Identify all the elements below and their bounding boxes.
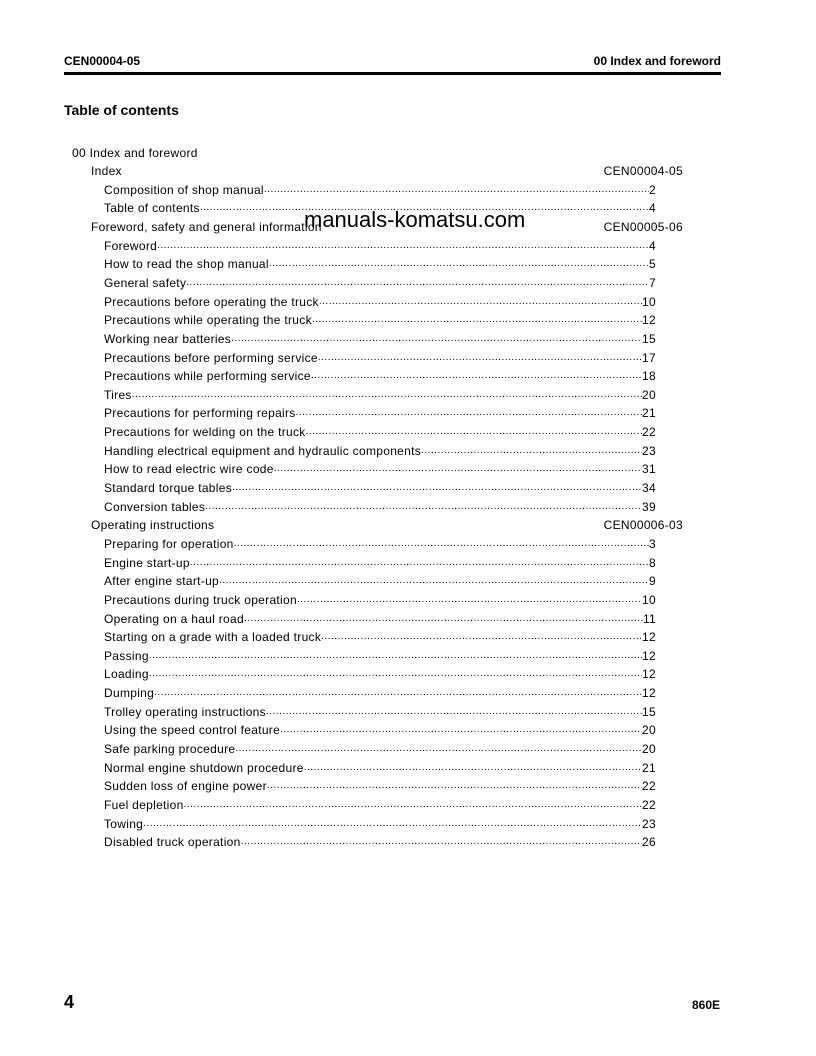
dot-leader (297, 591, 642, 610)
toc-entry[interactable] (0, 684, 816, 703)
toc-page-number: 15 (642, 331, 656, 346)
toc-label: Precautions during truck operation (104, 592, 297, 607)
toc-entry[interactable] (0, 386, 816, 405)
toc-entry[interactable] (0, 460, 816, 479)
toc-label: Precautions before operating the truck (104, 294, 319, 309)
dot-leader (264, 181, 649, 200)
toc-page-number: 39 (642, 499, 656, 514)
toc-entry[interactable] (0, 349, 816, 368)
toc-page-number: 4 (649, 201, 656, 216)
toc-entry-line (104, 535, 656, 554)
toc-page-number: 12 (642, 648, 656, 663)
toc-entry[interactable] (0, 442, 816, 461)
toc-entry-line (104, 665, 656, 684)
toc-entry[interactable] (0, 479, 816, 498)
toc-doc-code: CEN00006-03 (603, 518, 683, 533)
toc-entry-line (104, 423, 656, 442)
toc-entry-line (104, 498, 656, 517)
toc-page-number: 9 (649, 574, 656, 589)
toc-entry-line (104, 796, 656, 815)
dot-leader (219, 572, 649, 591)
dot-leader (306, 423, 642, 442)
toc-entry[interactable] (0, 759, 816, 778)
toc-label: General safety (104, 275, 187, 290)
dot-leader (132, 386, 642, 405)
dot-leader (186, 274, 649, 293)
toc-label: Operating on a haul road (104, 611, 244, 626)
toc-page-number: 2 (649, 182, 656, 197)
dot-leader (280, 721, 642, 740)
toc-label: After engine start-up (104, 574, 220, 589)
toc-entry-line (104, 237, 656, 256)
toc-entry-line (104, 386, 656, 405)
toc-page-number: 12 (642, 313, 656, 328)
toc-page-number: 12 (642, 630, 656, 645)
toc-entry-line (104, 703, 656, 722)
dot-leader (304, 759, 642, 778)
toc-label: Safe parking procedure (104, 742, 236, 756)
toc-entry[interactable] (0, 628, 816, 647)
toc-entry-line (104, 684, 656, 703)
toc-label: Foreword (104, 238, 158, 253)
toc-label: Precautions for performing repairs (104, 406, 296, 421)
toc-label: Precautions while operating the truck (104, 313, 312, 328)
toc-entry-line (104, 367, 656, 386)
toc-page-number: 12 (642, 667, 656, 682)
toc-entry[interactable] (0, 404, 816, 423)
toc-entry-line (104, 293, 656, 312)
toc-page-number: 7 (649, 275, 656, 290)
toc-entry[interactable] (0, 703, 816, 722)
toc-label: Disabled truck operation (104, 835, 241, 850)
toc-entry-line (104, 591, 656, 610)
dot-leader (241, 833, 642, 852)
toc-page-number: 23 (642, 816, 656, 831)
dot-leader (296, 404, 642, 423)
toc-entry-line (104, 460, 656, 479)
toc-label: Table of contents (104, 201, 200, 216)
toc-page-number: 34 (642, 481, 656, 496)
toc-page-number: 11 (642, 611, 656, 626)
toc-entry-line (104, 274, 656, 293)
toc-entry[interactable] (0, 255, 816, 274)
dot-leader (157, 237, 649, 256)
page-title: Table of contents (64, 102, 179, 118)
watermark: manuals-komatsu.com (304, 207, 526, 232)
dot-leader (269, 255, 649, 274)
toc-page-number: 20 (642, 387, 656, 402)
dot-leader (149, 665, 642, 684)
toc-entry-line (104, 610, 656, 629)
toc-page-number: 10 (642, 592, 656, 607)
dot-leader (311, 367, 642, 386)
toc-entry[interactable] (0, 367, 816, 386)
header-doc-code: CEN00004-05 (64, 54, 141, 68)
toc-entry-line (104, 255, 656, 274)
dot-leader (231, 330, 642, 349)
toc-entry[interactable] (0, 721, 816, 740)
toc-entry[interactable] (0, 181, 816, 200)
toc-label: Working near batteries (104, 331, 232, 346)
toc-entry[interactable] (0, 311, 816, 330)
toc-label: Precautions while performing service (104, 369, 311, 384)
toc-page-number: 5 (649, 257, 656, 272)
toc-entry-line (104, 815, 656, 834)
toc-entry[interactable] (0, 423, 816, 442)
toc-label: 00 Index and foreword (72, 145, 198, 160)
dot-leader (266, 703, 642, 722)
toc-page-number: 3 (649, 536, 656, 551)
dot-leader (421, 442, 642, 461)
toc-entry[interactable] (0, 610, 816, 629)
toc-entry[interactable] (0, 274, 816, 293)
dot-leader (190, 554, 649, 573)
dot-leader (184, 796, 642, 815)
toc-label: Operating instructions (91, 516, 216, 535)
toc-label: Fuel depletion (104, 797, 184, 812)
toc-chapter[interactable] (0, 144, 816, 163)
toc-entry-line (104, 349, 656, 368)
toc-doc-code: CEN00005-06 (603, 220, 683, 235)
toc-label: Loading (104, 667, 149, 682)
dot-leader (318, 349, 642, 368)
toc-page-number: 31 (642, 462, 656, 477)
toc-entry[interactable] (0, 330, 816, 349)
toc-label: Normal engine shutdown procedure (104, 760, 304, 775)
toc-page-number: 20 (642, 723, 656, 738)
toc-label: Passing (104, 648, 149, 663)
footer-page-number: 4 (64, 992, 75, 1012)
toc-entry-line (104, 572, 656, 591)
dot-leader (319, 293, 642, 312)
dot-leader (234, 535, 649, 554)
toc-page-number: 26 (642, 835, 656, 850)
toc-label: Precautions before performing service (104, 350, 318, 365)
toc-page-number: 23 (642, 443, 656, 458)
toc-entry[interactable] (0, 591, 816, 610)
toc-entry[interactable] (0, 535, 816, 554)
toc-entry-line (104, 647, 656, 666)
toc-page-number: 22 (642, 779, 656, 794)
toc-entry-line (104, 777, 656, 796)
header-section: 00 Index and foreword (593, 54, 721, 68)
toc-doc-code: CEN00004-05 (603, 164, 683, 179)
header-rule (64, 72, 721, 75)
toc-entry[interactable] (0, 665, 816, 684)
dot-leader (205, 498, 642, 517)
toc-entry-line (104, 479, 656, 498)
toc-label: Handling electrical equipment and hydraulic components (104, 443, 422, 458)
toc-page-number: 22 (642, 797, 656, 812)
toc-entry[interactable] (0, 796, 816, 815)
toc-label: Index (91, 162, 124, 181)
toc-entry-line (104, 833, 656, 852)
toc-page-number: 17 (642, 350, 656, 365)
toc-entry[interactable] (0, 833, 816, 852)
toc-label: Dumping (104, 686, 155, 701)
toc-label: Precautions for welding on the truck (104, 425, 306, 440)
toc-section[interactable] (0, 516, 816, 535)
toc-entry-line (104, 404, 656, 423)
dot-leader (274, 460, 642, 479)
dot-leader (149, 647, 642, 666)
dot-leader (235, 740, 642, 759)
footer-model: 860E (691, 998, 720, 1012)
toc-page-number: 21 (642, 406, 656, 421)
toc-page-number: 18 (642, 369, 656, 384)
toc-entry-line (104, 181, 656, 200)
toc-page-number: 20 (642, 742, 656, 756)
dot-leader (312, 311, 642, 330)
toc-label: Foreword, safety and general information (91, 218, 324, 237)
toc-label: Engine start-up (104, 555, 190, 570)
toc-label: Using the speed control feature (104, 723, 281, 738)
toc-entry[interactable] (0, 777, 816, 796)
toc-page-number: 12 (642, 686, 656, 701)
toc-entry[interactable] (0, 815, 816, 834)
toc-entry[interactable] (0, 740, 816, 759)
toc-entry-line (104, 311, 656, 330)
toc-label: How to read electric wire code (104, 462, 274, 477)
toc-section[interactable] (0, 162, 816, 181)
table-of-contents (0, 144, 816, 852)
toc-page-number: 15 (642, 704, 656, 719)
toc-entry-line (104, 740, 656, 759)
toc-label: Composition of shop manual (104, 182, 264, 197)
toc-page-number: 10 (642, 294, 656, 309)
toc-entry-line (104, 330, 656, 349)
toc-label: Tires (104, 387, 132, 402)
toc-label: Conversion tables (104, 499, 206, 514)
toc-entry-line (104, 628, 656, 647)
toc-entry[interactable] (0, 572, 816, 591)
dot-leader (267, 777, 642, 796)
toc-entry[interactable] (0, 498, 816, 517)
toc-label: Sudden loss of engine power (104, 779, 267, 794)
toc-entry[interactable] (0, 647, 816, 666)
dot-leader (143, 815, 642, 834)
toc-label: Standard torque tables (104, 481, 233, 496)
toc-entry[interactable] (0, 293, 816, 312)
toc-label: Starting on a grade with a loaded truck (104, 630, 322, 645)
toc-entry-line (104, 554, 656, 573)
toc-entry[interactable] (0, 554, 816, 573)
toc-label: Towing (104, 816, 144, 831)
dot-leader (244, 610, 643, 629)
toc-page-number: 8 (649, 555, 656, 570)
toc-entry-line (104, 759, 656, 778)
toc-page-number: 4 (649, 238, 656, 253)
dot-leader (321, 628, 642, 647)
dot-leader (154, 684, 642, 703)
toc-page-number: 22 (642, 425, 656, 440)
toc-label: Trolley operating instructions (104, 704, 266, 719)
toc-entry-line (104, 721, 656, 740)
toc-page-number: 21 (642, 760, 656, 775)
toc-label: How to read the shop manual (104, 257, 269, 272)
toc-entry-line (104, 442, 656, 461)
toc-entry[interactable] (0, 237, 816, 256)
dot-leader (232, 479, 642, 498)
toc-label: Preparing for operation (104, 536, 234, 551)
